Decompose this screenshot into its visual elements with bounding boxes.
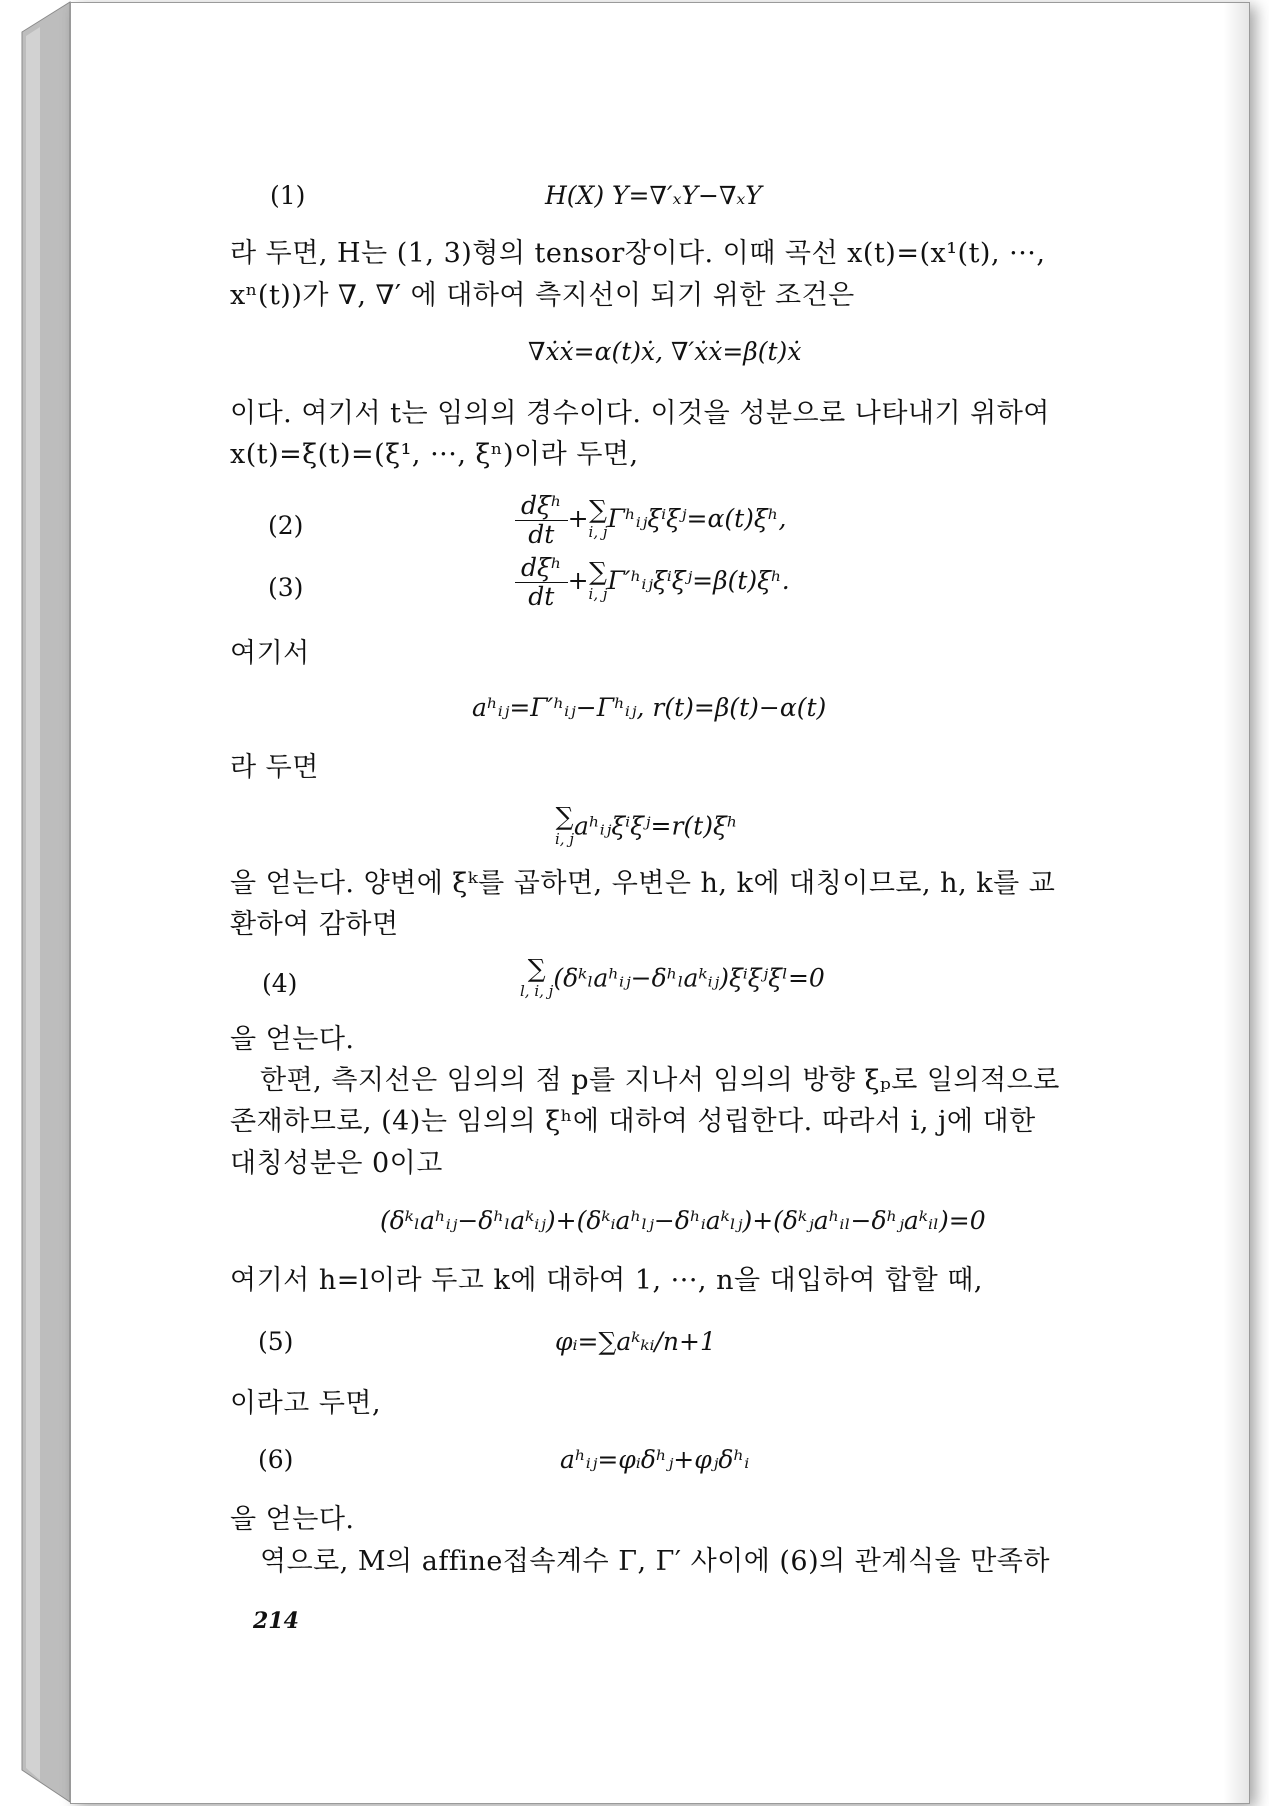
text-line-3: 이다. 여기서 t는 임의의 경수이다. 이것을 성분으로 나타내기 위하여 xyxy=(230,398,1050,429)
equation-number-5: (5) xyxy=(258,1327,294,1356)
definition-equation: aʰᵢⱼ=Γ′ʰᵢⱼ−Γʰᵢⱼ, r(t)=β(t)−α(t) xyxy=(472,693,827,722)
eq4-sum-symbol: ∑ xyxy=(527,954,546,983)
eq2-sum-index: i, j xyxy=(588,522,608,541)
text-line-10: 한편, 측지선은 임의의 점 p를 지나서 임의의 방향 ξₚ로 일의적으로 xyxy=(260,1065,1060,1096)
equation-number-4: (4) xyxy=(262,969,298,998)
sum-equation-rest: aʰᵢⱼξⁱξʲ=r(t)ξʰ xyxy=(573,811,738,841)
text-line-12: 대칭성분은 0이고 xyxy=(230,1148,443,1179)
text-line-11: 존재하므로, (4)는 임의의 ξʰ에 대하여 성립한다. 따라서 i, j에 대한 xyxy=(230,1106,1036,1137)
text-line-5: 여기서 xyxy=(230,638,310,669)
equation-4 xyxy=(520,954,825,1002)
geodesic-condition-equation: ∇ẋẋ=α(t)ẋ, ∇′ẋẋ=β(t)ẋ xyxy=(528,337,802,366)
equation-5: φᵢ=∑aᵏₖᵢ/n+1 xyxy=(555,1327,716,1356)
eq4-sum xyxy=(520,954,554,1002)
equation-number-3: (3) xyxy=(268,573,304,602)
sum-equation xyxy=(555,802,738,850)
eq3-sum-index: i, j xyxy=(588,584,608,603)
symmetric-part-equation: (δᵏₗaʰᵢⱼ−δʰₗaᵏᵢⱼ)+(δᵏᵢaʰₗⱼ−δʰᵢaᵏₗⱼ)+(δᵏⱼaʰᵢₗ−δʰⱼaᵏᵢₗ)=0 xyxy=(380,1206,986,1235)
text-line-8: 환하여 감하면 xyxy=(230,909,399,940)
text-line-9: 을 얻는다. xyxy=(230,1024,355,1055)
text-line-14: 이라고 두면, xyxy=(230,1388,382,1419)
eq3-sum-symbol: ∑ xyxy=(589,556,607,586)
eq4-sum-index: l, i, j xyxy=(520,982,554,1000)
eq2-sum-symbol: ∑ xyxy=(589,494,607,524)
eq2-fraction xyxy=(515,492,568,549)
sum-equation-index: i, j xyxy=(555,830,574,848)
eq2-fraction-numerator: dξʰ xyxy=(515,492,568,521)
text-line-15: 을 얻는다. xyxy=(230,1504,355,1535)
text-line-6: 라 두면 xyxy=(230,752,319,783)
eq3-fraction-numerator: dξʰ xyxy=(515,554,568,583)
equation-number-6: (6) xyxy=(258,1445,294,1474)
equation-2: $\frac{\text{dξʰ}}{dt}$ + ∑ i, j Γʰᵢⱼξⁱξʲ=α(t)ξʰ, xyxy=(515,492,786,549)
sum-equation-symbol: ∑ xyxy=(555,802,574,831)
equation-number-1: (1) xyxy=(270,181,306,210)
page-number: 214 xyxy=(253,1608,299,1634)
equation-number-2: (2) xyxy=(268,511,304,540)
eq3-fraction-denominator: dt xyxy=(528,582,555,611)
sum-equation-sum xyxy=(555,802,574,850)
spine-highlight xyxy=(26,27,40,1780)
eq4-rest: (δᵏₗaʰᵢⱼ−δʰₗaᵏᵢⱼ)ξⁱξʲξˡ=0 xyxy=(553,963,825,993)
text-line-13: 여기서 h=l이라 두고 k에 대하여 1, ···, n을 대입하여 합할 때, xyxy=(230,1265,983,1296)
text-line-1: 라 두면, H는 (1, 3)형의 tensor장이다. 이때 곡선 x(t)=(x¹(t), ···, xyxy=(230,238,1046,269)
equation-3: $\frac{\text{dξʰ}}{dt}$ + ∑ i, j Γ′ʰᵢⱼξⁱξʲ=β(t)ξʰ. xyxy=(515,554,790,611)
eq2-fraction-denominator: dt xyxy=(528,520,555,549)
eq3-sum xyxy=(588,556,608,605)
eq3-rest: Γ′ʰᵢⱼξⁱξʲ=β(t)ξʰ. xyxy=(607,566,790,595)
text-line-7: 을 얻는다. 양변에 ξᵏ를 곱하면, 우변은 h, k에 대칭이므로, h, k를 교 xyxy=(230,868,1056,899)
text-line-16: 역으로, M의 affine접속계수 Γ, Γ′ 사이에 (6)의 관계식을 만족하 xyxy=(260,1546,1050,1577)
eq2-rest: Γʰᵢⱼξⁱξʲ=α(t)ξʰ, xyxy=(607,504,787,533)
text-line-4: x(t)=ξ(t)=(ξ¹, ···, ξⁿ)이라 두면, xyxy=(230,439,639,470)
eq3-fraction xyxy=(515,554,568,611)
equation-6: aʰᵢⱼ=φᵢδʰⱼ+φⱼδʰᵢ xyxy=(560,1445,750,1474)
equation-1: H(X) Y=∇′ₓY−∇ₓY xyxy=(545,181,762,210)
text-line-2: xⁿ(t))가 ∇, ∇′ 에 대하여 측지선이 되기 위한 조건은 xyxy=(230,280,855,311)
eq2-sum xyxy=(588,494,608,543)
